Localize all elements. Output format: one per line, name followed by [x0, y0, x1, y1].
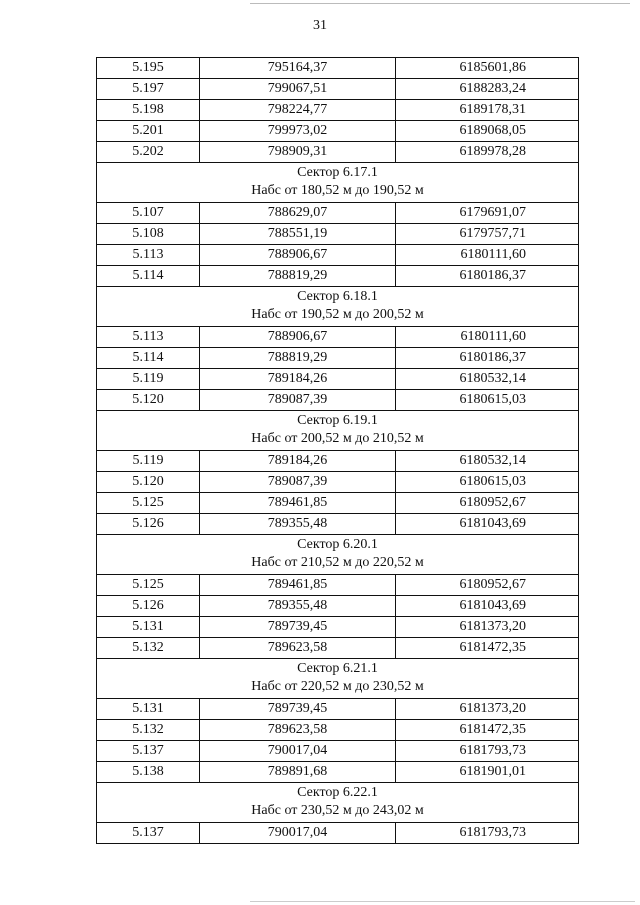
table-row: [97, 493, 579, 514]
point-number-cell: 5.197: [97, 79, 200, 100]
y-coordinate-cell: 6185601,86: [396, 58, 579, 79]
sector-height-range: Набс от 230,52 м до 243,02 м: [251, 803, 424, 818]
sector-header-row: [97, 783, 579, 823]
y-coordinate-cell: 6179691,07: [396, 203, 579, 224]
x-coordinate-cell: 798909,31: [200, 142, 396, 163]
sector-header: [97, 783, 579, 823]
table-row: [97, 638, 579, 659]
x-coordinate-cell: 789891,68: [200, 762, 396, 783]
point-number-cell: 5.126: [97, 514, 200, 535]
point-number-cell: 5.125: [97, 493, 200, 514]
y-coordinate-cell: 6180952,67: [396, 575, 579, 596]
x-coordinate-cell: 790017,04: [200, 823, 396, 844]
table-row: [97, 327, 579, 348]
y-coordinate-cell: 6181373,20: [396, 617, 579, 638]
coordinates-table-body: [97, 58, 579, 844]
x-coordinate-cell: 790017,04: [200, 741, 396, 762]
point-number-cell: 5.132: [97, 720, 200, 741]
y-coordinate-cell: 6189978,28: [396, 142, 579, 163]
point-number-cell: 5.120: [97, 472, 200, 493]
point-number-cell: 5.137: [97, 823, 200, 844]
x-coordinate-cell: 789461,85: [200, 493, 396, 514]
x-coordinate-cell: 788819,29: [200, 348, 396, 369]
x-coordinate-cell: 798224,77: [200, 100, 396, 121]
table-row: [97, 142, 579, 163]
table-row: [97, 472, 579, 493]
x-coordinate-cell: 789623,58: [200, 720, 396, 741]
top-rule: [250, 3, 630, 4]
page-number: 31: [313, 18, 327, 33]
x-coordinate-cell: 795164,37: [200, 58, 396, 79]
x-coordinate-cell: 789739,45: [200, 699, 396, 720]
table-row: [97, 79, 579, 100]
table-row: [97, 575, 579, 596]
sector-title: Сектор 6.19.1: [297, 413, 378, 428]
table-row: [97, 514, 579, 535]
y-coordinate-cell: 6188283,24: [396, 79, 579, 100]
sector-header: [97, 659, 579, 699]
x-coordinate-cell: 789184,26: [200, 451, 396, 472]
point-number-cell: 5.132: [97, 638, 200, 659]
table-row: [97, 451, 579, 472]
table-row: [97, 699, 579, 720]
x-coordinate-cell: 799067,51: [200, 79, 396, 100]
x-coordinate-cell: 789461,85: [200, 575, 396, 596]
sector-header: [97, 163, 579, 203]
sector-height-range: Набс от 180,52 м до 190,52 м: [251, 183, 424, 198]
table-row: [97, 762, 579, 783]
x-coordinate-cell: 789739,45: [200, 617, 396, 638]
point-number-cell: 5.126: [97, 596, 200, 617]
y-coordinate-cell: 6180615,03: [396, 472, 579, 493]
y-coordinate-cell: 6180186,37: [396, 266, 579, 287]
y-coordinate-cell: 6180111,60: [396, 327, 579, 348]
table-row: [97, 617, 579, 638]
bottom-rule: [250, 901, 635, 902]
sector-height-range: Набс от 190,52 м до 200,52 м: [251, 307, 424, 322]
sector-title: Сектор 6.17.1: [297, 165, 378, 180]
y-coordinate-cell: 6180532,14: [396, 369, 579, 390]
table-row: [97, 720, 579, 741]
y-coordinate-cell: 6180952,67: [396, 493, 579, 514]
point-number-cell: 5.137: [97, 741, 200, 762]
y-coordinate-cell: 6180615,03: [396, 390, 579, 411]
point-number-cell: 5.131: [97, 699, 200, 720]
sector-header: [97, 535, 579, 575]
sector-header-row: [97, 535, 579, 575]
x-coordinate-cell: 788819,29: [200, 266, 396, 287]
point-number-cell: 5.119: [97, 369, 200, 390]
x-coordinate-cell: 789355,48: [200, 596, 396, 617]
x-coordinate-cell: 788629,07: [200, 203, 396, 224]
point-number-cell: 5.195: [97, 58, 200, 79]
x-coordinate-cell: 789184,26: [200, 369, 396, 390]
point-number-cell: 5.114: [97, 266, 200, 287]
y-coordinate-cell: 6181901,01: [396, 762, 579, 783]
x-coordinate-cell: 788551,19: [200, 224, 396, 245]
y-coordinate-cell: 6181793,73: [396, 741, 579, 762]
table-row: [97, 58, 579, 79]
sector-height-range: Набс от 200,52 м до 210,52 м: [251, 431, 424, 446]
x-coordinate-cell: 799973,02: [200, 121, 396, 142]
point-number-cell: 5.202: [97, 142, 200, 163]
sector-header-row: [97, 411, 579, 451]
sector-header: [97, 411, 579, 451]
table-row: [97, 224, 579, 245]
sector-header-row: [97, 287, 579, 327]
point-number-cell: 5.119: [97, 451, 200, 472]
coordinates-table: [96, 57, 579, 844]
point-number-cell: 5.107: [97, 203, 200, 224]
y-coordinate-cell: 6180532,14: [396, 451, 579, 472]
sector-height-range: Набс от 220,52 м до 230,52 м: [251, 679, 424, 694]
table-row: [97, 245, 579, 266]
x-coordinate-cell: 789087,39: [200, 390, 396, 411]
sector-header-row: [97, 659, 579, 699]
point-number-cell: 5.114: [97, 348, 200, 369]
x-coordinate-cell: 789355,48: [200, 514, 396, 535]
y-coordinate-cell: 6180111,60: [396, 245, 579, 266]
table-row: [97, 266, 579, 287]
table-row: [97, 348, 579, 369]
table-row: [97, 390, 579, 411]
y-coordinate-cell: 6181472,35: [396, 720, 579, 741]
point-number-cell: 5.131: [97, 617, 200, 638]
point-number-cell: 5.198: [97, 100, 200, 121]
table-row: [97, 823, 579, 844]
sector-title: Сектор 6.22.1: [297, 785, 378, 800]
table-row: [97, 369, 579, 390]
x-coordinate-cell: 789087,39: [200, 472, 396, 493]
point-number-cell: 5.113: [97, 245, 200, 266]
table-row: [97, 100, 579, 121]
sector-height-range: Набс от 210,52 м до 220,52 м: [251, 555, 424, 570]
x-coordinate-cell: 789623,58: [200, 638, 396, 659]
x-coordinate-cell: 788906,67: [200, 327, 396, 348]
point-number-cell: 5.108: [97, 224, 200, 245]
sector-title: Сектор 6.18.1: [297, 289, 378, 304]
y-coordinate-cell: 6189178,31: [396, 100, 579, 121]
y-coordinate-cell: 6180186,37: [396, 348, 579, 369]
table-row: [97, 121, 579, 142]
y-coordinate-cell: 6189068,05: [396, 121, 579, 142]
point-number-cell: 5.120: [97, 390, 200, 411]
table-row: [97, 596, 579, 617]
sector-title: Сектор 6.20.1: [297, 537, 378, 552]
point-number-cell: 5.113: [97, 327, 200, 348]
x-coordinate-cell: 788906,67: [200, 245, 396, 266]
point-number-cell: 5.125: [97, 575, 200, 596]
y-coordinate-cell: 6181793,73: [396, 823, 579, 844]
y-coordinate-cell: 6181043,69: [396, 596, 579, 617]
sector-title: Сектор 6.21.1: [297, 661, 378, 676]
y-coordinate-cell: 6181472,35: [396, 638, 579, 659]
y-coordinate-cell: 6179757,71: [396, 224, 579, 245]
sector-header-row: [97, 163, 579, 203]
table-row: [97, 741, 579, 762]
y-coordinate-cell: 6181373,20: [396, 699, 579, 720]
point-number-cell: 5.201: [97, 121, 200, 142]
point-number-cell: 5.138: [97, 762, 200, 783]
y-coordinate-cell: 6181043,69: [396, 514, 579, 535]
sector-header: [97, 287, 579, 327]
table-row: [97, 203, 579, 224]
